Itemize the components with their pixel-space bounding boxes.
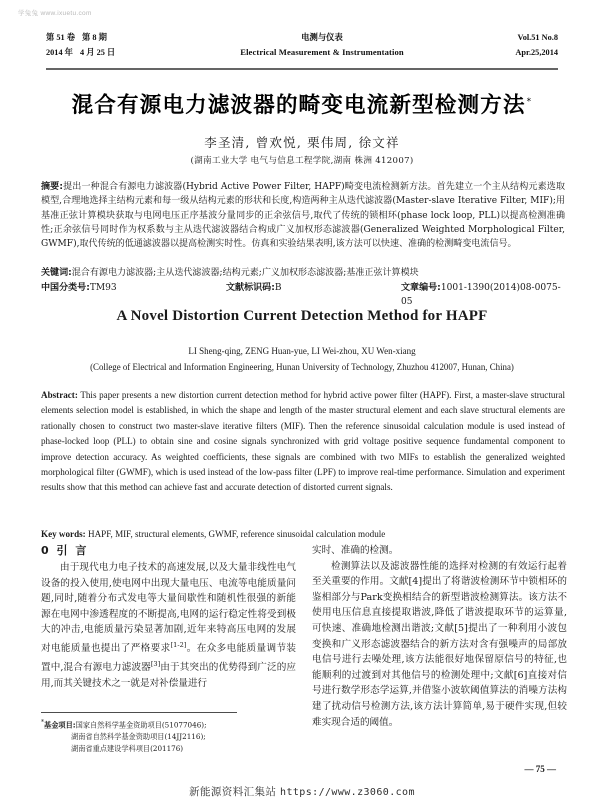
journal-year: 2014 年 (46, 48, 73, 57)
journal-issue: 第 8 期 (82, 33, 107, 42)
keywords-en (41, 527, 565, 542)
journal-month-day: 4 月 25 日 (79, 48, 116, 57)
header-divider (46, 68, 558, 70)
footnote-label: 基金项目: (44, 720, 76, 730)
section-title: 引 言 (56, 544, 89, 557)
footnote-block (41, 717, 299, 754)
article-id-value: 1001-1390(2014)08-0075-05 (401, 283, 561, 307)
keywords-text-cn: 混合有源电力滤波器;主从迭代滤波器;结构元素;广义加权形态滤波器;基准正弦计算模块 (71, 268, 419, 278)
abstract-text-en: This paper presents a new distortion current detection method for hybrid active power filter (HAPF). First, a master-slave structural elements selection model is established, in which the shape and length of the master structural element and each slave structural elements are rationally chosen to construct two master-slave iterative filters (MIF). Then the reference sinusoidal calculation module is used instead of phase-locked loop (PLL) to obtain sine and cosine signals synchronized with grid voltage positive sequence fundamental component to improve detection accuracy. As weighted coefficients, these signals are combined with two MIFs to establish the generalized weighted morphological filter (GWMF), which is used instead of the low-pass filter (LPF) to improve real-time performance. Simulation and experiment results show that this method can achieve fast and accurate detection of distorted current signals. (41, 390, 565, 493)
journal-header-row-2 (46, 45, 558, 60)
reference-citation: [3] (150, 659, 161, 668)
journal-volume: 第 51 卷 (46, 33, 76, 42)
journal-header (46, 30, 558, 66)
footnote-mark: * (41, 719, 44, 726)
footnote-first-line (41, 717, 299, 731)
paragraph (41, 560, 296, 691)
paragraph: 检测算法以及滤波器性能的选择对检测的有效运行起着至关重要的作用。文献[4]提出了将谐波检测环节中锁相环的鉴相部分与Park变换相结合的新型谐波检测算法。该方法不使用电压信息直接提取谐波,降低了谐波提取环节的运算量,可快速、准确地检测出谐波;文献[5]提出了一种利用小波包变换和广义形态滤波器结合的新方法对含有强噪声的局部放电信号进行去噪处理,该方法能很好地保留原信号的特征,也能顺利的过渡到对其他信号的检测处理中;文献[6]直接对信号进行数学形态学运算,并借鉴小波软阈值算法的消噪方法构建了扰动信号检测方法,该方法计算简单,易于硬件实现,但较难实现合适的阈值。 (312, 560, 567, 728)
top-watermark: 学兔兔 www.ixuetu.com (18, 10, 92, 17)
title-cn-text: 混合有源电力滤波器的畸变电流新型检测方法 (71, 93, 526, 118)
page-title-en: A Novel Distortion Current Detection Method for HAPF (116, 308, 488, 324)
affiliation-en: (College of Electrical and Information Engineering, Hunan University of Technology, Zhuzhou 412007, Hunan, China) (90, 362, 514, 372)
doccode-field (226, 281, 401, 309)
affiliation-cn: (湖南工业大学 电气与信息工程学院,湖南 株洲 412007) (190, 156, 414, 166)
journal-title-en: Electrical Measurement & Instrumentation (240, 47, 404, 57)
keywords-label-en: Key words: (41, 529, 86, 539)
bottom-watermark-cn: 新能源资料汇集站 (189, 786, 277, 798)
reference-citation: [1-2] (170, 640, 187, 649)
article-id-label: 文章编号: (401, 283, 441, 293)
doccode-value: B (274, 283, 282, 293)
clc-value: TM93 (89, 283, 117, 293)
authors-en: LI Sheng-qing, ZENG Huan-yue, LI Wei-zhou, XU Wen-xiang (188, 346, 416, 356)
title-footnote-mark: * (526, 96, 533, 107)
paragraph-text-end: 由于其突出的优势得到广泛的应用,而其关键技术之一就是对补偿量进行 (41, 661, 296, 689)
footnote-divider (41, 712, 237, 713)
abstract-text-cn: 提出一种混合有源电力滤波器(Hybrid Active Power Filter, HAPF)畸变电流检测新方法。首先建立一个主从结构元素选取模型,合理地选择主结构元素和每一级从结构元素的形状和长度,构造两种主从迭代滤波器(Master-slave Iterative Filter, MIF);用基准正弦计算模块获取与电网电压正序基波分量同步的正余弦信号,取代了传统的锁相环(phase lock loop, PLL)以提高检测准确性;正余弦信号同时作为权系数与主从迭代滤波器结合构成广义加权形态滤波器(Generalized Weighted Morphological Filter, GWMF),取代传统的低通滤波器以提高检测实时性。仿真和实验结果表明,该方法可以快速、准确的检测畸变电流信号。 (41, 182, 565, 250)
footnote-line-3: 湖南省重点建设学科项目(201176) (71, 743, 184, 753)
paragraph-text-cont: 。在众多电能质量调节装置中,混合有源电力滤波器 (41, 643, 297, 673)
bottom-watermark (0, 784, 604, 799)
abstract-cn (41, 180, 565, 251)
abstract-label-en: Abstract: (41, 390, 78, 400)
journal-volume-issue (46, 30, 196, 45)
bottom-watermark-url: https://www.z3060.com (280, 787, 415, 798)
clc-label: 中国分类号: (41, 283, 90, 293)
keywords-text-en: HAPF, MIF, structural elements, GWMF, reference sinusoidal calculation module (88, 529, 386, 539)
doccode-label: 文献标识码: (226, 283, 275, 293)
article-id-field (401, 281, 565, 309)
authors-cn: 李圣清, 曾欢悦, 栗伟周, 徐文祥 (204, 135, 400, 150)
journal-title-cn: 电测与仪表 (301, 33, 343, 42)
journal-date-en: Apr.25,2014 (515, 48, 558, 57)
keywords-cn (41, 266, 565, 280)
footnote-line: 国家自然科学基金资助项目(51077046); (75, 720, 207, 730)
body-column-right (312, 543, 567, 730)
classification-line (41, 281, 565, 309)
journal-volume-en: Vol.51 No.8 (517, 33, 558, 42)
paragraph: 实时、准确的检测。 (312, 545, 399, 556)
abstract-label-cn: 摘要: (41, 182, 63, 192)
abstract-en (41, 388, 565, 496)
page-number: — 75 — (524, 764, 556, 774)
section-heading-intro (41, 543, 296, 559)
page-title-cn (0, 88, 604, 119)
paragraph-text: 由于现代电力电子技术的高速发展,以及大量非线性电气设备的投入使用,使电网中出现大量电压、电流等电能质量问题,同时,随着分布式发电等大量间歇性和随机性很强的新能源在电网中渗透程度的不断提高,电网的运行稳定性将受到极大的冲击,电能质量污染显著加剧,近年来特高压电网的发展对电能质量也提出了严格要求 (41, 562, 296, 655)
clc-field (41, 281, 226, 309)
footnote-line-2: 湖南省自然科学基金资助项目(14JJ2116); (71, 731, 206, 741)
journal-date-cn (46, 45, 196, 60)
section-number: 0 (41, 544, 51, 557)
body-column-left (41, 543, 296, 691)
keywords-label-cn: 关键词: (41, 268, 72, 278)
journal-header-row-1 (46, 30, 558, 45)
